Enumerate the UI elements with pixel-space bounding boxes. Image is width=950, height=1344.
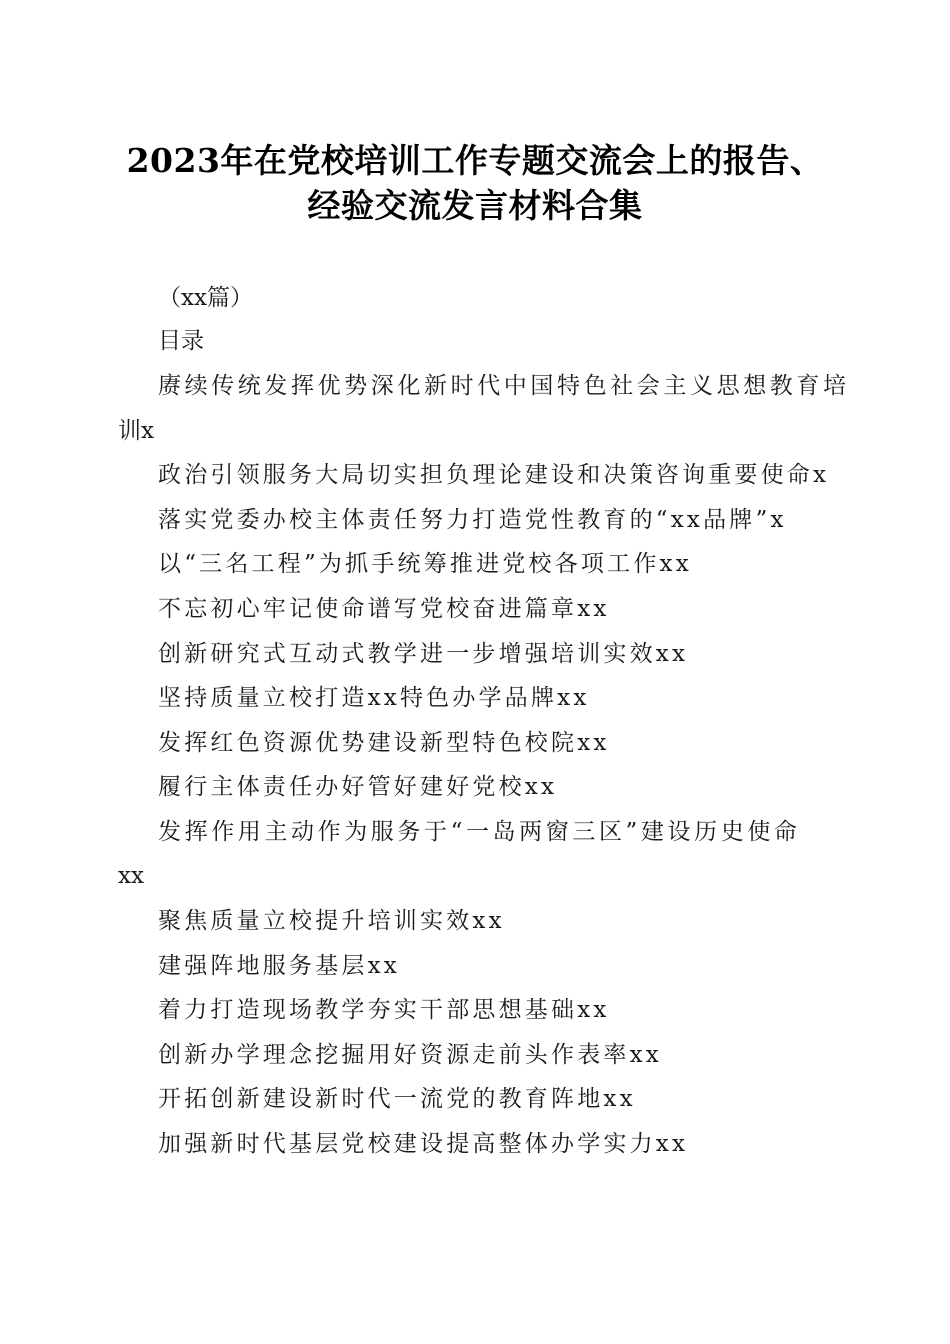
toc-heading: 目录 bbox=[158, 328, 204, 354]
toc-item-6: 创新研究式互动式教学进一步增强培训实效xx bbox=[158, 641, 689, 667]
toc-item-10-line-2: xx bbox=[118, 863, 144, 889]
toc-item-8: 发挥红色资源优势建设新型特色校院xx bbox=[158, 730, 610, 756]
toc-item-12: 建强阵地服务基层xx bbox=[158, 953, 400, 979]
toc-item-10-line-1: 发挥作用主动作为服务于“一岛两窗三区”建设历史使命 bbox=[158, 819, 801, 845]
toc-item-16: 加强新时代基层党校建设提高整体办学实力xx bbox=[158, 1131, 689, 1157]
toc-item-1-line-1: 赓续传统发挥优势深化新时代中国特色社会主义思想教育培 bbox=[158, 373, 850, 399]
toc-item-9: 履行主体责任办好管好建好党校xx bbox=[158, 774, 558, 800]
toc-item-13: 着力打造现场教学夯实干部思想基础xx bbox=[158, 997, 610, 1023]
toc-item-14: 创新办学理念挖掘用好资源走前头作表率xx bbox=[158, 1042, 662, 1068]
toc-item-5: 不忘初心牢记使命谱写党校奋进篇章xx bbox=[158, 596, 610, 622]
toc-item-1-line-2: 训x bbox=[118, 418, 154, 444]
toc-item-2: 政治引领服务大局切实担负理论建设和决策咨询重要使命x bbox=[158, 462, 830, 488]
toc-item-7: 坚持质量立校打造xx特色办学品牌xx bbox=[158, 685, 590, 711]
toc-item-3: 落实党委办校主体责任努力打造党性教育的“xx品牌”x bbox=[158, 507, 787, 533]
toc-item-4: 以“三名工程”为抓手统筹推进党校各项工作xx bbox=[158, 551, 692, 577]
document-title-line-1: 2023年在党校培训工作专题交流会上的报告、 bbox=[126, 141, 824, 180]
toc-item-11: 聚焦质量立校提升培训实效xx bbox=[158, 908, 505, 934]
document-title-line-2: 经验交流发言材料合集 bbox=[307, 186, 643, 225]
article-count-note: （xx篇） bbox=[158, 285, 253, 311]
toc-item-15: 开拓创新建设新时代一流党的教育阵地xx bbox=[158, 1086, 636, 1112]
